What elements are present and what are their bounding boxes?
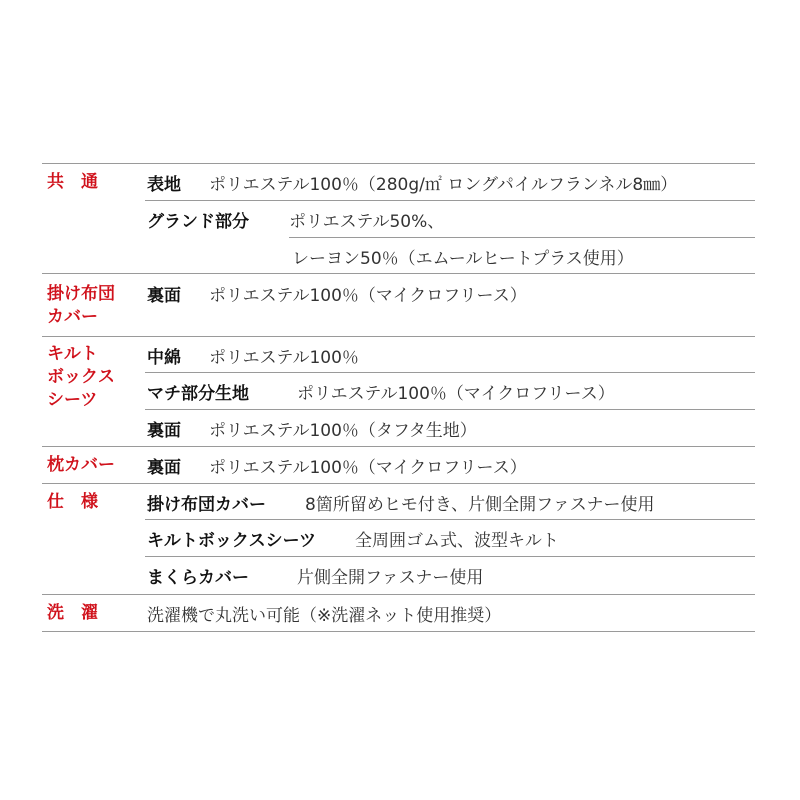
category-label-line: 枕カバー xyxy=(47,455,115,475)
spec-row-value: レーヨン50％（エムールヒートプラス使用） xyxy=(292,248,634,269)
spec-row-value: ポリエステル100％（280g/㎡ ロングパイルフランネル8㎜） xyxy=(209,174,678,195)
spec-row-label: グランド部分 xyxy=(147,211,249,232)
rule xyxy=(42,631,755,632)
category-label-line: ボックス xyxy=(47,367,115,387)
spec-row-label: 掛け布団カバー xyxy=(147,494,266,515)
spec-row-label: 裏面 xyxy=(147,420,181,441)
spec-row xyxy=(147,520,559,556)
category-label-common xyxy=(47,171,98,194)
category-label-specification xyxy=(47,491,98,514)
spec-row-label: 中綿 xyxy=(147,347,181,368)
spec-row-value: 8箇所留めヒモ付き、片側全開ファスナー使用 xyxy=(305,494,655,515)
spec-row-value: ポリエステル100％（タフタ生地） xyxy=(209,420,477,441)
spec-row-value: ポリエステル100％（マイクロフリース） xyxy=(209,457,527,478)
spec-row xyxy=(147,557,483,593)
spec-row-value: ポリエステル50%、 xyxy=(289,211,445,232)
spec-row xyxy=(147,410,477,446)
category-label-line: 洗 濯 xyxy=(47,603,98,623)
category-label-line: シーツ xyxy=(47,390,98,410)
category-label-duvet-cover xyxy=(47,283,115,329)
spec-row-value: 洗濯機で丸洗い可能（※洗濯ネット使用推奨） xyxy=(147,605,502,626)
category-label-line: カバー xyxy=(47,307,98,327)
spec-row-value: ポリエステル100％（マイクロフリース） xyxy=(209,285,527,306)
spec-row-value: 全周囲ゴム式、波型キルト xyxy=(355,530,559,551)
category-label-line: 仕 様 xyxy=(47,492,98,512)
category-label-line: キルト xyxy=(47,344,98,364)
spec-row-label: 表地 xyxy=(147,174,181,195)
category-label-box-sheet xyxy=(47,343,115,412)
spec-row xyxy=(147,164,677,200)
spec-row-label: 裏面 xyxy=(147,457,181,478)
spec-row xyxy=(147,201,444,237)
spec-row xyxy=(147,337,359,373)
spec-row-label: 裏面 xyxy=(147,285,181,306)
spec-row-value: ポリエステル100％ xyxy=(209,347,359,368)
category-label-line: 共 通 xyxy=(47,172,98,192)
spec-row-label: まくらカバー xyxy=(147,567,249,588)
spec-row xyxy=(292,238,634,274)
spec-row-label: マチ部分生地 xyxy=(147,383,249,404)
category-label-washing xyxy=(47,602,98,625)
spec-row-label: キルトボックスシーツ xyxy=(147,530,316,551)
category-label-line: 掛け布団 xyxy=(47,284,115,304)
spec-row xyxy=(147,595,501,631)
spec-row-value: 片側全開ファスナー使用 xyxy=(297,567,484,588)
spec-row xyxy=(147,373,615,409)
spec-row-value: ポリエステル100％（マイクロフリース） xyxy=(297,383,615,404)
category-label-pillow-cover xyxy=(47,454,115,477)
spec-row xyxy=(147,275,527,311)
spec-row xyxy=(147,447,527,483)
spec-row xyxy=(147,484,654,520)
